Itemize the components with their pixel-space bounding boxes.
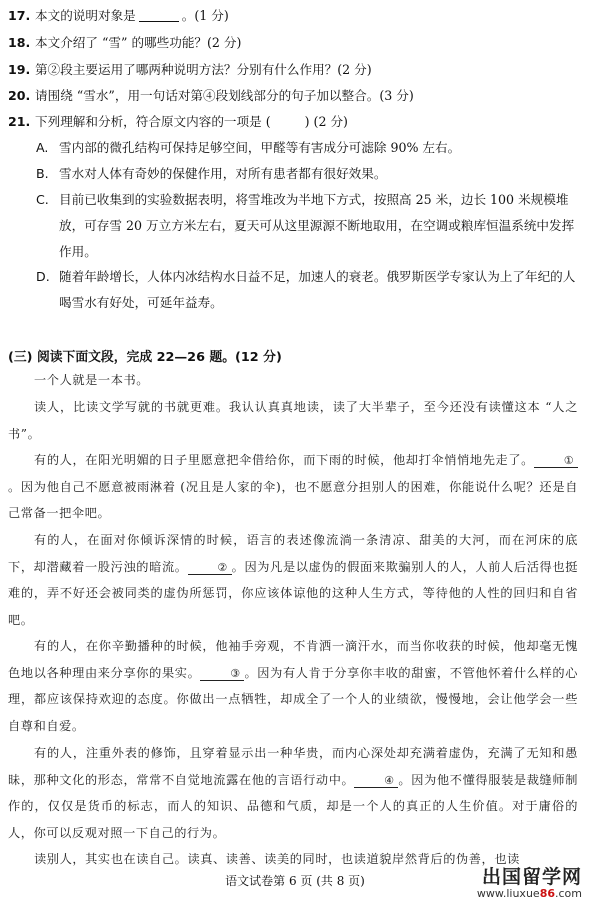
option-text: 雪内部的微孔结构可保持足够空间，甲醛等有害成分可滤除 90% 左右。	[59, 140, 461, 155]
question-17	[8, 8, 229, 24]
watermark-title: 出国留学网	[481, 866, 582, 888]
passage-paragraph-3	[8, 527, 578, 633]
passage-paragraph-2	[8, 447, 578, 527]
option-label: C.	[36, 192, 49, 207]
fill-blank-3: ③	[200, 667, 244, 681]
answer-blank	[139, 9, 179, 22]
passage-paragraph-5	[8, 740, 578, 846]
fill-blank-2: ②	[188, 561, 232, 575]
question-text: 本文介绍了 “雪” 的哪些功能？(2 分)	[35, 35, 242, 50]
site-watermark	[477, 862, 582, 900]
question-number: 18.	[8, 35, 31, 50]
option-b	[36, 161, 581, 187]
passage-paragraph-6: 读别人，其实也在读自己。读真、读善、读美的同时，也读道貌岸然背后的伪善，也读	[34, 852, 520, 866]
question-text: 本文的说明对象是	[35, 8, 136, 23]
question-number: 21.	[8, 114, 31, 129]
question-20	[8, 88, 414, 104]
passage-paragraph-4	[8, 633, 578, 739]
question-21	[8, 114, 348, 130]
option-c	[36, 187, 581, 265]
fill-blank-1: ①	[534, 454, 578, 468]
paragraph-text: 有的人，在面对你倾诉深情的时候，语言的表述像流淌一条清凉、甜美的大河，而在河床的底下，却潜藏着一股污浊的暗流。	[8, 533, 578, 574]
paragraph-text: 。因为他不懂得服装是裁缝师制作的，仅仅是货币的标志，而人的知识、品德和气质，却是一个人的真正的人生价值。对于庸俗的人，你可以反观对照一下自己的行为。	[8, 772, 578, 840]
watermark-url: www.liuxue86.com	[476, 887, 582, 900]
question-number: 20.	[8, 88, 31, 103]
paragraph-text: 。因为凡是以虚伪的假面来欺骗别人的人，人前人后活得也挺难的，弄不好还会被同类的虚伪所惩罚，你应该体谅他的这种人生方式，等待他的人性的回归和自省吧。	[8, 559, 578, 627]
option-label: A.	[36, 140, 49, 155]
page-footer: 语文试卷第 6 页 (共 8 页)	[225, 874, 365, 888]
option-label: D.	[36, 269, 50, 284]
question-score: 。(1 分)	[181, 8, 229, 23]
option-a	[36, 135, 581, 161]
paragraph-text: 。因为他自己不愿意被雨淋着 (况且是人家的伞)，也不愿意分担别人的困难，你能说什么呢？还是自己常备一把伞吧。	[8, 479, 578, 521]
option-text: 随着年龄增长，人体内冰结构水日益不足，加速人的衰老。俄罗斯医学专家认为上了年纪的人喝雪水有好处，可延年益寿。	[59, 269, 576, 310]
option-text: 雪水对人体有奇妙的保健作用，对所有患者都有很好效果。	[59, 166, 387, 181]
question-number: 19.	[8, 62, 31, 77]
option-d	[36, 264, 581, 316]
question-text: 下列理解和分析，符合原文内容的一项是 (	[35, 114, 271, 129]
question-18	[8, 35, 241, 51]
paragraph-text: 有的人，在你辛勤播种的时候，他袖手旁观，不肯洒一滴汗水，而当你收获的时候，他却毫无愧色地以各种理由来分享你的果实。	[8, 639, 578, 680]
question-score: ) (2 分)	[304, 114, 348, 129]
passage-paragraph-1: 读人，比读文学写就的书就更难。我认认真真地读，读了大半辈子，至今还没有读懂这本 “人之书”。	[8, 400, 578, 441]
paragraph-text: 。因为有人肯于分享你丰收的甜蜜，不管他怀着什么样的心理，都应该保持欢迎的态度。你做出一点牺牲，却成全了一个人的业绩欲，慢慢地，会让他学会一些自尊和自爱。	[8, 665, 578, 733]
section-title: (三) 阅读下面文段，完成 22—26 题。(12 分)	[8, 350, 282, 365]
option-text: 目前已收集到的实验数据表明，将雪堆改为半地下方式，按照高 25 米，边长 100 米规模堆放，可存雪 20 万立方米左右，夏天可从这里源源不断地取用，在空调或粮库恒温系统中发挥作用。	[59, 192, 575, 259]
question-text: 第②段主要运用了哪两种说明方法？分别有什么作用？(2 分)	[35, 62, 372, 77]
fill-blank-4: ④	[354, 774, 398, 788]
passage-title: 一个人就是一本书。	[34, 373, 150, 387]
question-number: 17.	[8, 8, 31, 23]
question-text: 请围绕 “雪水”，用一句话对第④段划线部分的句子加以整合。(3 分)	[35, 88, 414, 103]
paragraph-text: 有的人，在阳光明媚的日子里愿意把伞借给你，而下雨的时候，他却打伞悄悄地先走了。	[34, 453, 534, 467]
option-label: B.	[36, 166, 49, 181]
paragraph-text: 有的人，注重外表的修饰，且穿着显示出一种华贵，而内心深处却充满着虚伪，充满了无知和愚昧，那种文化的形态，常常不自觉地流露在他的言语行动中。	[8, 746, 578, 787]
question-19	[8, 62, 372, 78]
